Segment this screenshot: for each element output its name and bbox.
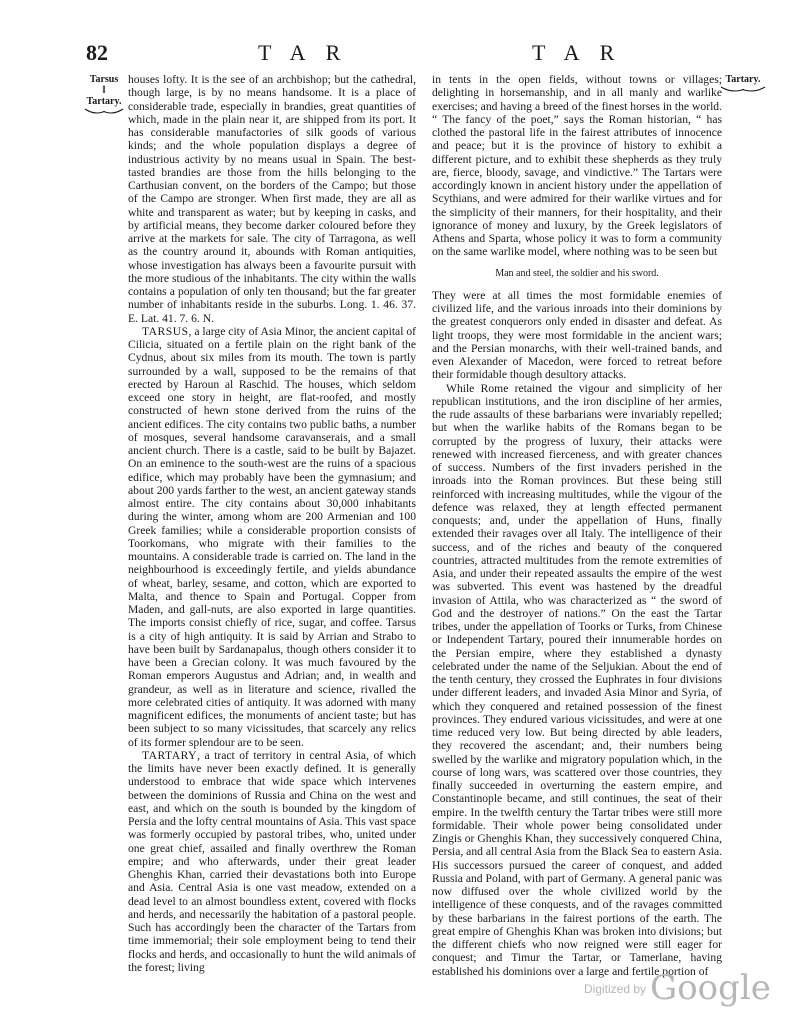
entry-body-tartary: , a tract of territory in central Asia, of which the limits have never been exactly defined. It is generally understood to embrace that wide space which intervenes between the dominions of Russia and China on the west and east, and which on the south is bounded by the kingdom of Persia and the lofty central mountains of Asia. This vast space was formerly occupied by pastoral tribes, who, united under one great chief, assailed and finally overthrew the Roman empire; and who afterwards, under their great leader Ghenghis Khan, carried their devastations both into Europe and Asia. Central Asia is one vast meadow, extended on a dead level to an almost boundless extent, covered with flocks and herds, and necessarily the habitation of a pastoral people. Such has accordingly been the character of the Tartars from time immemorial; their sole employment being to tend their flocks and herds, and occasionally to hunt the wild animals of the forest; living: [128, 748, 416, 974]
margin-note-right: [720, 74, 766, 94]
watermark-prefix: Digitized by: [584, 982, 647, 996]
entry-heading-tartary: TARTARY: [142, 748, 198, 762]
margin-note-left: [84, 74, 124, 116]
paragraph-tartar-life: in tents in the open fields, without towns or villages; delighting in horsemanship, and in all manly and warlike exercises; and having a breed of the finest horses in the world. “ The fancy of the poet,” says the Roman historian, “ has clothed the pastoral life in the fairest attributes of innocence and peace; but it is the province of history to exhibit a different picture, and to exhibit these shepherds as they truly are, fierce, bloody, savage, and vindictive.” The Tartars were accordingly known in ancient history under the appellation of Scythians, and were admired for their warlike virtues and for the simplicity of their manners, for their hospitality, and their ignorance of money and luxury, by the Greek legislators of Athens and Sparta, whose policy it was to form a community on the same warlike model, where nothing was to be seen but: [432, 73, 722, 259]
paragraph-rome: While Rome retained the vigour and simplicity of her republican institutions, and the iron discipline of her armies, the rude assaults of these barbarians were invariably repelled; but when the warlike habits of the Romans began to be corrupted by the progress of luxury, their attacks were renewed with increased fierceness, and with greater chances of success. Numbers of the first invaders perished in the inroads into the Roman provinces. But these being still reinforced with increasing multitudes, while the vigour of the defence was relaxed, they at length effected permanent conquests; and, under the appellation of Huns, finally extended their ravages over all Italy. The intelligence of their success, and of the riches and beauty of the conquered countries, attracted multitudes from the remote extremities of Asia, and under their repeated assaults the empire of the west was subverted. This event was hastened by the dreadful invasion of Attila, who was characterized as “ the sword of God and the destroyer of nations.” On the east the Tartar tribes, under the appellation of Toorks or Turks, from Chinese or Independent Tartary, poured their innumerable hordes on the Persian empire, where they established a dynasty celebrated under the name of the Seljukian. About the end of the tenth century, they crossed the Euphrates in four divisions under different leaders, and invaded Asia Minor and Syria, of which they conquered and retained possession of the finest provinces. They endured various vicissitudes, and were at one time reduced very low. But being directed by able leaders, they recovered the ascendant; and, their numbers being swelled by the warlike and migratory population which, in the course of long wars, was scattered over those countries, they finally succeeded in overturning the eastern empire, and Constantinople became, and still continues, the seat of their empire. In the twelfth century the Tartar tribes were still more formidable. Their whole power being consolidated under Zingis or Ghenghis Khan, they successively conquered China, Persia, and all central Asia from the Black Sea to eastern Asia. His successors pursued the career of conquest, and added Russia and Poland, with part of Germany. A general panic was now diffused over the whole civilized world by the intelligence of these conquests, and of the ravages committed by these barbarians in the fairest portions of the earth. The great empire of Ghenghis Khan was broken into divisions; but the different chiefs who now reigned were still eager for conquest; and Timur the Tartar, or Tamerlane, having established his dominions over a large and fertile portion of: [432, 381, 722, 978]
paragraph-tartary: [128, 749, 416, 974]
paragraph-enemies: They were at all times the most formidable enemies of civilized life, and the various inroads into their dominions by the greatest conquerors only ended in disaster and defeat. As light troops, they were most formidable in the ancient wars; and the Persian monarchs, with their well-trained bands, and even Alexander of Macedon, were forced to retreat before their formidable though desultory attacks.: [432, 288, 722, 382]
margin-note-right-label: Tartary.: [725, 74, 761, 85]
page-number: 82: [86, 40, 108, 65]
paragraph-tarragona: houses lofty. It is the see of an archbishop; but the cathedral, though large, is by no means handsome. It is a place of considerable trade, especially in brandies, great quantities of which, made in the plain near it, are shipped from its port. It has considerable manufactories of silk goods of various kinds; and the whole population displays a degree of industrious activity by no means usual in Spain. The best-tasted brandies are those from the hills belonging to the Carthusian convent, on the borders of the Campo; but those of the Campo are stronger. When first made, they are all as white and transparent as water; but by keeping in casks, and by artificial means, they become darker coloured before they arrive at the markets for sale. The city of Tarragona, as well as the country around it, abounds with Roman antiquities, whose investigation has always been a favourite pursuit with the more studious of the inhabitants. The city within the walls contains a population of only ten thousand; but the far greater number of inhabitants reside in the suburbs. Long. 1. 46. 37. E. Lat. 41. 7. 6. N.: [128, 73, 416, 325]
watermark-logo: Google: [650, 968, 771, 1008]
entry-body-tarsus: , a large city of Asia Minor, the ancient capital of Cilicia, situated on a fertile plain on the right bank of the Cydnus, about six miles from its mouth. The town is partly surrounded by a wall, supposed to be the remains of that erected by Haroun al Raschid. The houses, which seldom exceed one story in height, are flat-roofed, and mostly constructed of hewn stone derived from the ruins of the ancient edifices. The city contains two public baths, a number of mosques, several handsome caravanserais, and a small ancient church. There is a castle, said to be built by Bajazet. On an eminence to the south-west are the ruins of a spacious edifice, which may probably have been the gymnasium; and about 200 yards farther to the west, an ancient gateway stands almost entire. The city contains about 30,000 inhabitants during the winter, among whom are 200 Armenian and 100 Greek families; while a considerable proportion consists of Toorkomans, who migrate with their families to the mountains. A considerable trade is carried on. The land in the neighbourhood is exceedingly fertile, and yields abundance of wheat, barley, sesame, and cotton, which are exported to Malta, and thence to Spain and Portugal. Copper from Maden, and gall-nuts, are also exported in large quantities. The imports consist chiefly of rice, sugar, and coffee. Tarsus is a city of high antiquity. It is said by Arrian and Strabo to have been built by Sardanapalus, though others consider it to have been a Grecian colony. It was much favoured by the Roman emperors Augustus and Adrian; and, in wealth and grandeur, as well as in literature and science, rivalled the more celebrated cities of antiquity. It was adorned with many magnificent edifices, the monuments of ancient taste; but has been subject to so many vicissitudes, that scarcely any relics of its former splendour are to be seen.: [128, 324, 416, 749]
brace-icon: [84, 108, 124, 116]
margin-note-left-mid: ‖: [102, 85, 106, 96]
running-head-left: TAR: [258, 40, 361, 65]
brace-icon: [720, 86, 766, 94]
running-head-right: TAR: [532, 40, 635, 65]
left-column: [128, 73, 416, 974]
paragraph-tarsus: [128, 325, 416, 749]
margin-note-left-bottom: Tartary.: [86, 96, 122, 107]
verse-quotation: Man and steel, the soldier and his sword.: [495, 267, 659, 279]
margin-note-left-top: Tarsus: [89, 74, 119, 85]
entry-heading-tarsus: TARSUS: [142, 324, 189, 338]
right-column: [432, 73, 722, 978]
digitized-watermark: [584, 968, 771, 1008]
